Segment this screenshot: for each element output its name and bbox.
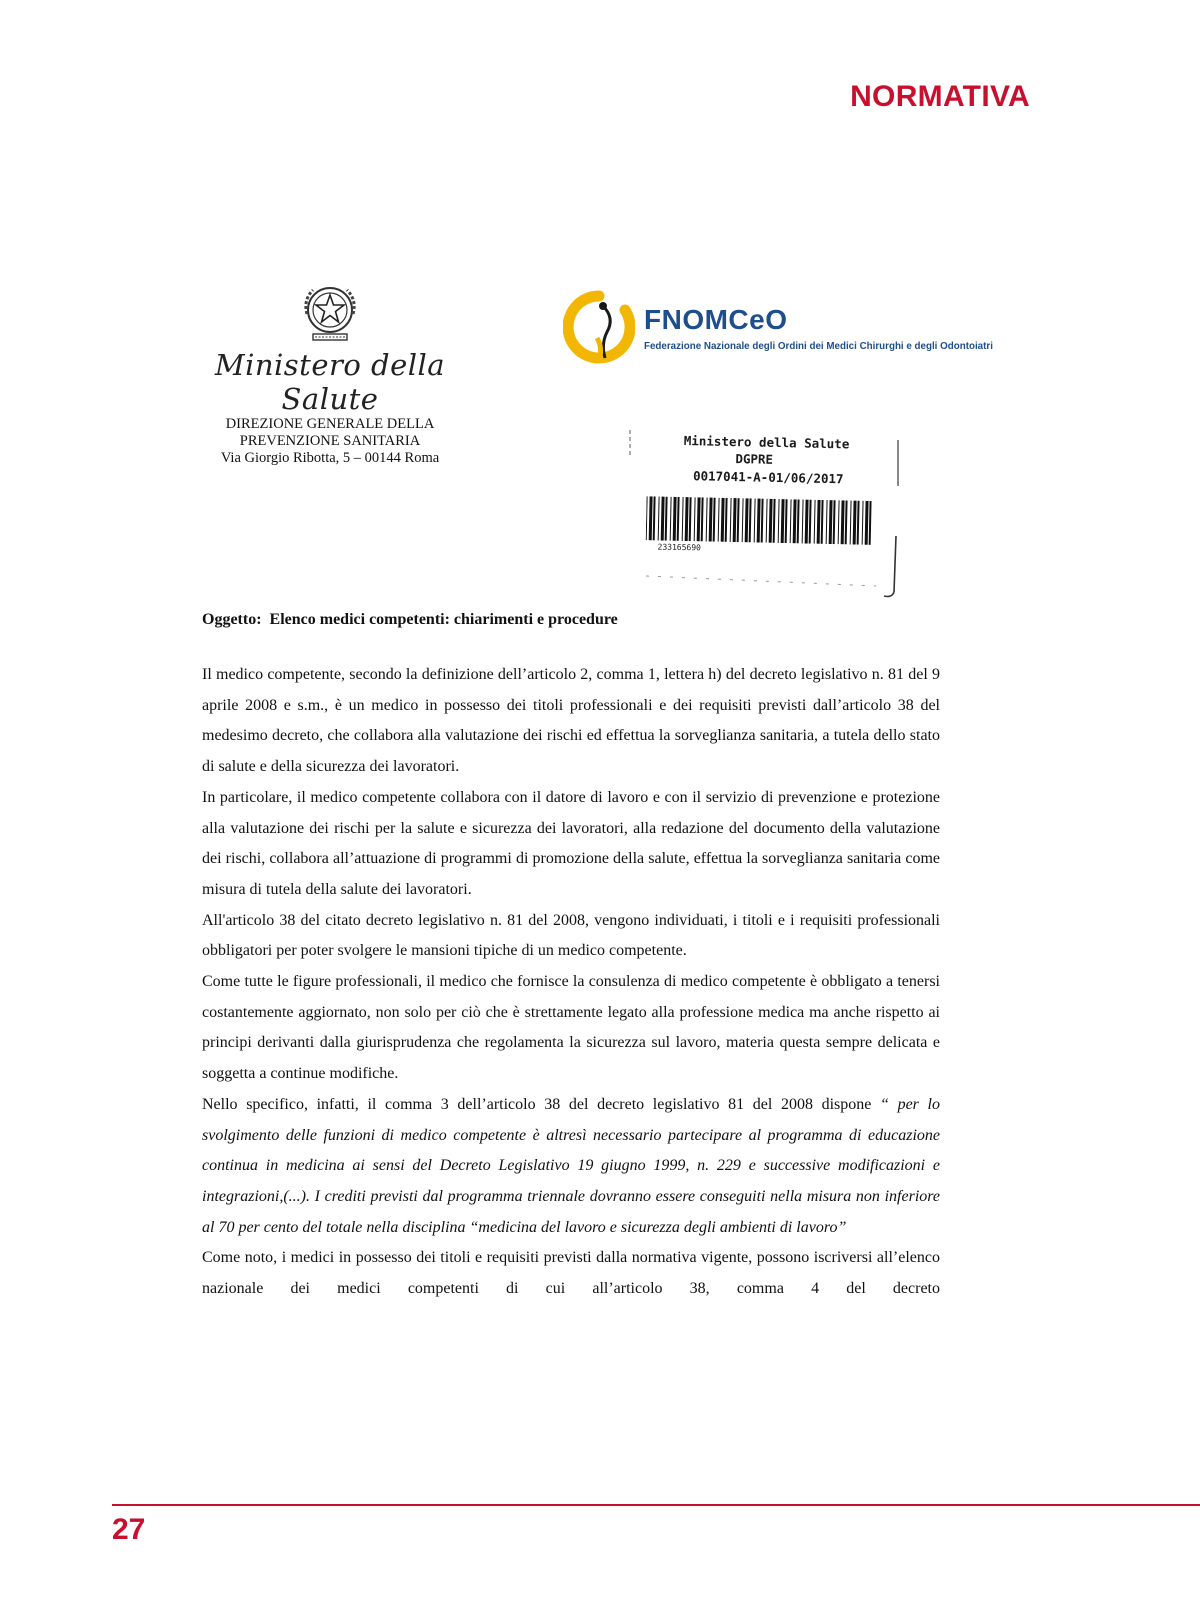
paragraph-2: In particolare, il medico competente collabora con il datore di lavoro e con il servizio di prevenzione e protezione alla valutazione dei rischi per la salute e sicurezza dei lavoratori, alla redazione del documento della valutazione dei rischi, collabora all’attuazione di programmi di promozione della salute, effettua la sorveglianza sanitaria come misura di tutela della salute dei lavoratori.: [202, 788, 940, 898]
fnomceo-acronym: FNOMCeO: [644, 304, 788, 335]
ministry-address: Via Giorgio Ribotta, 5 – 00144 Roma: [220, 450, 440, 466]
ministry-department-line1: DIREZIONE GENERALE DELLA: [225, 416, 435, 432]
fnomceo-logo-icon: [563, 290, 635, 370]
paragraph-5-quote: “ per lo svolgimento delle funzioni di medico competente è altresì necessario partecipare al programma di educazione continua in medicina ai sensi del Decreto Legislativo 19 giugno 1999, n. 229 e successive modificazioni e integrazioni,(...). I crediti previsti dal programma triennale dovranno essere conseguiti nella misura non inferiore al 70 per cento del totale nella disciplina “medicina del lavoro e sicurezza degli ambienti di lavoro”: [202, 1095, 941, 1236]
footer-rule: [112, 1504, 1200, 1506]
stamp-barcode-number: 233165690: [657, 542, 701, 553]
subject-label: Oggetto:: [202, 611, 262, 628]
paragraph-1: Il medico competente, secondo la definizione dell’articolo 2, comma 1, lettera h) del decreto legislativo n. 81 del 9 aprile 2008 e s.m., è un medico in possesso dei titoli professionali e dei requisiti previsti dall’articolo 38 del medesimo decreto, che collabora alla valutazione dei rischi ed effettua la sorveglianza sanitaria, a tutela dello stato di salute e della sicurezza dei lavoratori.: [202, 666, 940, 776]
ministry-department-line2: PREVENZIONE SANITARIA: [239, 433, 421, 449]
paragraph-3: All'articolo 38 del citato decreto legislativo n. 81 del 2008, vengono individuati, i titoli e i requisiti professionali obbligatori per poter svolgere le mansioni tipiche di un medico competente.: [202, 911, 940, 960]
paragraph-5-intro: Nello specifico, infatti, il comma 3 dell’articolo 38 del decreto legislativo 81 del 2008 dispone: [202, 1095, 881, 1113]
stamp-border-marks-icon: [626, 426, 916, 606]
paragraph-6: Come noto, i medici in possesso dei titoli e requisiti previsti dalla normativa vigente, possono iscriversi all’elenco nazionale dei medici competenti di cui all’articolo 38, comma 4 del decreto: [202, 1249, 940, 1298]
ministry-name: Ministero della Salute: [214, 348, 446, 416]
letter-subject: [202, 611, 618, 629]
paragraph-4: Come tutte le figure professionali, il medico che fornisce la consulenza di medico competente è obbligato a tenersi costantemente aggiornato, non solo per ciò che è strettamente legato alla professione medica ma anche rispetto ai principi derivanti dalla giurisprudenza che regolamenta la sicurezza sul lavoro, materia questa sempre delicata e soggetta a continue modifiche.: [202, 973, 940, 1083]
protocol-stamp: [636, 430, 916, 610]
italian-republic-emblem-icon: [297, 278, 363, 344]
stamp-protocol-number: 0017041-A-01/06/2017: [692, 468, 844, 487]
stamp-line2: DGPRE: [735, 451, 774, 467]
ministry-letterhead: [170, 278, 490, 467]
stamp-line1: Ministero della Salute: [683, 433, 850, 452]
fnomceo-full-name: Federazione Nazionale degli Ordini dei Medici Chirurghi e degli Odontoiatri: [644, 341, 993, 352]
letter-body: [202, 660, 940, 1305]
section-title: NORMATIVA: [850, 80, 1030, 113]
page-number: 27: [112, 1513, 146, 1546]
subject-text: Elenco medici competenti: chiarimenti e procedure: [269, 611, 618, 628]
fnomceo-letterhead: [563, 290, 993, 370]
paragraph-5: [202, 1090, 940, 1244]
